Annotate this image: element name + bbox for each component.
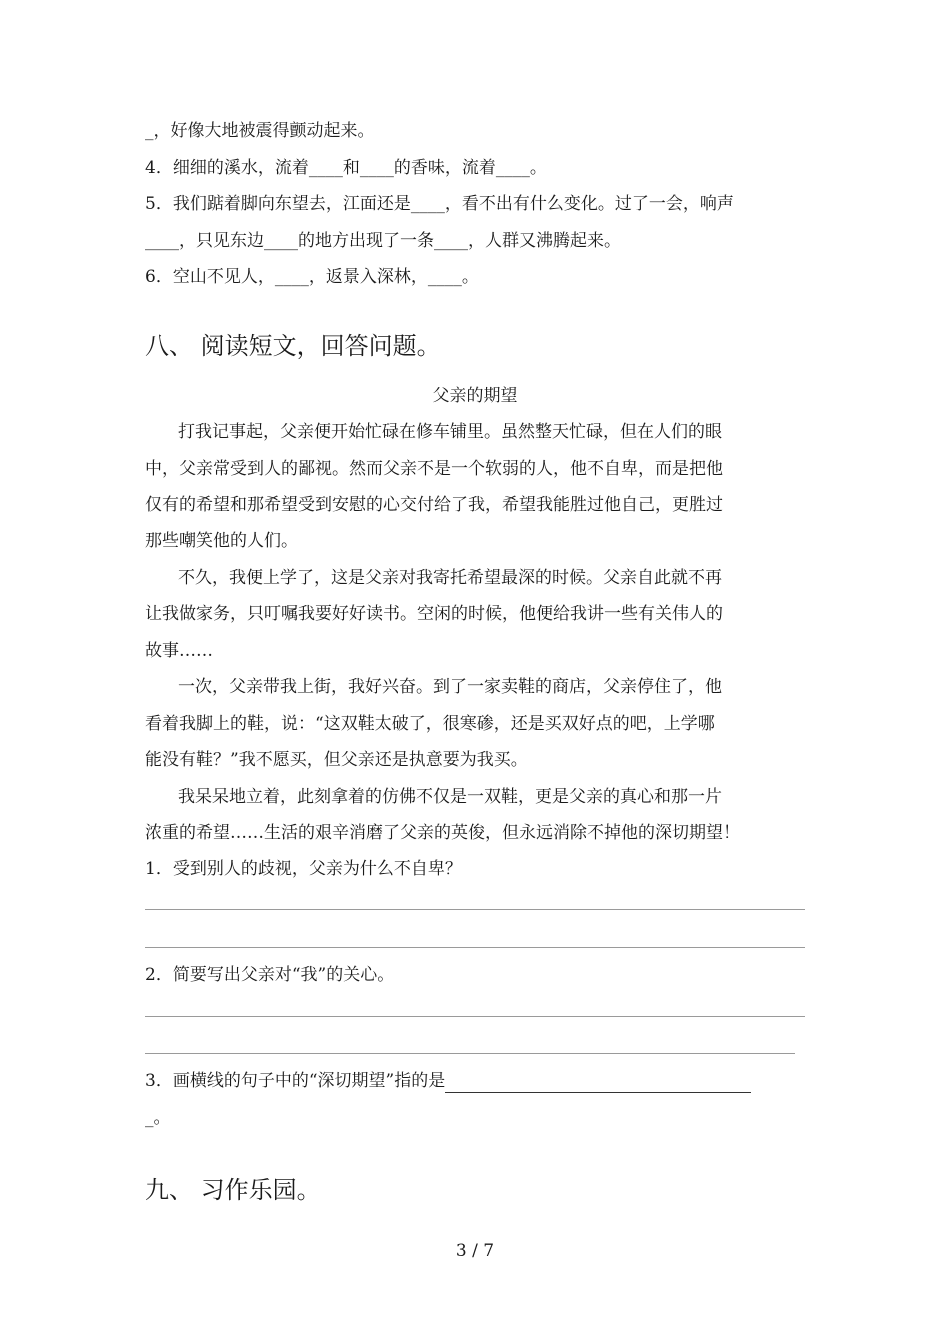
fill-question-5b: ____，只见东边____的地方出现了一条____，人群又沸腾起来。 <box>145 231 621 251</box>
fill-question-4: 4．细细的溪水，流着____和____的香味，流着____。 <box>145 158 547 178</box>
passage-line: 能没有鞋？”我不愿买，但父亲还是执意要为我买。 <box>145 750 528 770</box>
answer-line[interactable] <box>145 1053 795 1054</box>
passage-line: 打我记事起，父亲便开始忙碌在修车铺里。虽然整天忙碌，但在人们的眼 <box>178 422 722 442</box>
passage-line: 那些嘲笑他的人们。 <box>145 531 298 551</box>
fill-question-6: 6．空山不见人，____，返景入深林，____。 <box>145 267 479 287</box>
section-8-heading: 八、 阅读短文，回答问题。 <box>145 332 441 360</box>
answer-line[interactable] <box>145 909 805 910</box>
question-3 <box>145 1069 751 1093</box>
passage-line: 我呆呆地立着，此刻拿着的仿佛不仅是一双鞋，更是父亲的真心和那一片 <box>178 787 722 807</box>
question-2: 2．简要写出父亲对“我”的关心。 <box>145 965 395 985</box>
fill-line-continuation: _，好像大地被震得颤动起来。 <box>145 121 375 141</box>
passage-line: 一次，父亲带我上街，我好兴奋。到了一家卖鞋的商店，父亲停住了，他 <box>178 677 722 697</box>
passage-line: 不久，我便上学了，这是父亲对我寄托希望最深的时候。父亲自此就不再 <box>178 568 722 588</box>
passage-line: 故事…… <box>145 641 213 661</box>
question-3-end: _。 <box>145 1108 171 1128</box>
page-number: 3 / 7 <box>455 1241 495 1261</box>
answer-line[interactable] <box>145 1016 805 1017</box>
passage-line: 浓重的希望……生活的艰辛消磨了父亲的英俊，但永远消除不掉他的深切期望！ <box>145 823 740 843</box>
answer-line[interactable] <box>145 947 805 948</box>
question-1: 1．受到别人的歧视，父亲为什么不自卑？ <box>145 859 462 879</box>
passage-line: 让我做家务，只叮嘱我要好好读书。空闲的时候，他便给我讲一些有关伟人的 <box>145 604 723 624</box>
question-3-text: 3．画横线的句子中的“深切期望”指的是 <box>145 1071 446 1091</box>
fill-question-5a: 5．我们踮着脚向东望去，江面还是____，看不出有什么变化。过了一会，响声 <box>145 194 734 214</box>
section-9-heading: 九、 习作乐园。 <box>145 1176 321 1204</box>
answer-blank[interactable] <box>445 1074 751 1093</box>
passage-line: 看着我脚上的鞋，说：“这双鞋太破了，很寒碜，还是买双好点的吧，上学哪 <box>145 714 715 734</box>
passage-line: 仅有的希望和那希望受到安慰的心交付给了我，希望我能胜过他自己，更胜过 <box>145 495 723 515</box>
passage-line: 中，父亲常受到人的鄙视。然而父亲不是一个软弱的人，他不自卑，而是把他 <box>145 459 723 479</box>
passage-title: 父亲的期望 <box>432 386 518 406</box>
